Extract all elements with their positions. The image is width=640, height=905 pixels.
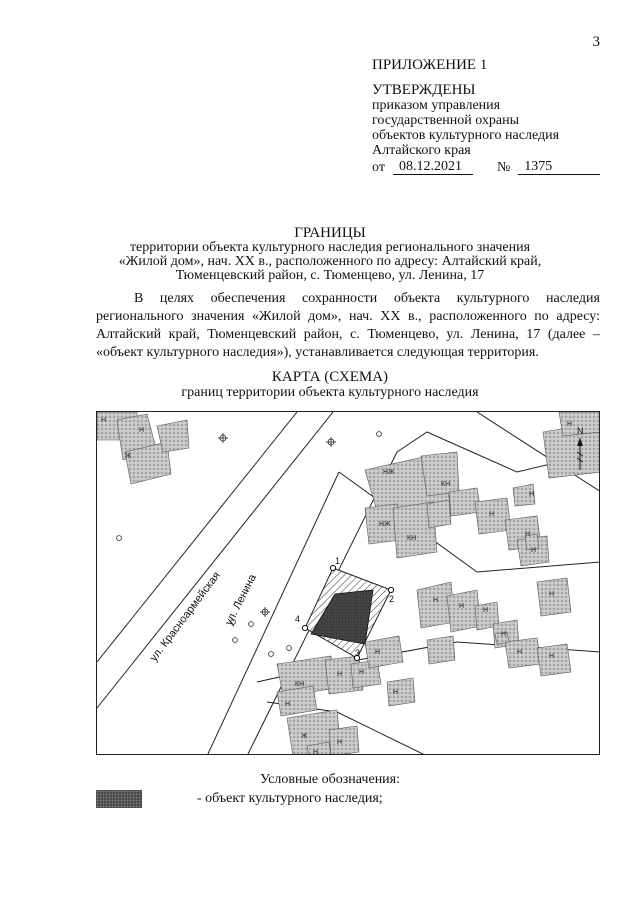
point-label-1: 1: [335, 556, 341, 566]
street-label-krasnoarmeyskaya: ул. Красноармейская: [147, 569, 223, 664]
street-label-lenina: ул. Ленина: [222, 572, 259, 628]
building-code: Н: [459, 603, 465, 610]
building-code: Н: [483, 607, 489, 614]
building-code: КН: [441, 481, 451, 488]
north-label: N: [577, 426, 584, 436]
approval-line: государственной охраны: [372, 113, 520, 128]
building-code: Н: [337, 739, 343, 746]
legend-item: [96, 790, 383, 808]
order-date: 08.12.2021: [393, 160, 473, 175]
body-paragraph: В целях обеспечения сохранности объекта культурного наследия регионального значения «Жилой дом», нач. XX в., расположенного по адресу: Алтайский край, Тюменцевский район, с. Тюменцево, ул. Ленина, 17 (далее – «объект культурного наследия»), устанавливается следующая территория.: [96, 291, 600, 360]
building-code: Н: [101, 417, 107, 424]
building-code: НЖ: [379, 521, 391, 528]
order-date-line: [372, 160, 600, 175]
building-code: Н: [375, 649, 381, 656]
building-code: Ж: [301, 733, 308, 740]
building-code: Н: [501, 631, 507, 638]
building-code: Н: [139, 427, 145, 434]
boundary-map: [96, 411, 600, 755]
building-code: Н: [567, 421, 573, 428]
approved-label: УТВЕРЖДЕНЫ: [372, 82, 476, 98]
building-code: Ж: [125, 453, 132, 460]
building-code: Н: [529, 491, 535, 498]
legend-label: - объект культурного наследия;: [197, 791, 383, 806]
building-code: КН: [407, 535, 417, 542]
building-code: Н: [285, 701, 291, 708]
approval-line: приказом управления: [372, 98, 501, 113]
point-label-2: 2: [389, 594, 395, 604]
building-code: Н: [433, 597, 439, 604]
document-title: [60, 226, 600, 283]
building-code: Н: [517, 649, 523, 656]
point-label-4: 4: [295, 614, 301, 624]
building-code: Н: [337, 671, 343, 678]
point-label-3: 3: [355, 648, 361, 658]
appendix-label: ПРИЛОЖЕНИЕ 1: [372, 57, 488, 73]
title-heading: ГРАНИЦЫ: [294, 225, 366, 241]
title-line: «Жилой дом», нач. XX в., расположенного по адресу: Алтайский край,: [118, 254, 542, 269]
building-code: Н: [549, 653, 555, 660]
building-code: НЖ: [383, 469, 395, 476]
title-line: территории объекта культурного наследия регионального значения: [129, 240, 531, 255]
map-title-block: [60, 370, 600, 400]
approval-block: [372, 58, 600, 175]
legend-title: Условные обозначения:: [259, 772, 401, 787]
approval-line: Алтайского края: [372, 143, 471, 158]
building-code: Н: [531, 547, 537, 554]
number-label: №: [496, 160, 511, 175]
approval-line: объектов культурного наследия: [372, 128, 560, 143]
building-code: Н: [359, 669, 365, 676]
date-label: от: [372, 160, 385, 175]
building-code: Н: [525, 531, 531, 538]
order-number: 1375: [518, 160, 600, 175]
building-code: Н: [393, 689, 399, 696]
building-code: КН: [295, 681, 305, 688]
building-code: Н: [549, 591, 555, 598]
building-code: Н: [489, 511, 495, 518]
map-subtitle: границ территории объекта культурного наследия: [181, 385, 479, 400]
title-line: Тюменцевский район, с. Тюменцево, ул. Ленина, 17: [175, 268, 485, 283]
building-code: Н: [313, 749, 319, 755]
map-title: КАРТА (СХЕМА): [271, 369, 389, 385]
page-number: 3: [592, 34, 600, 50]
legend-swatch-object: [96, 790, 142, 808]
